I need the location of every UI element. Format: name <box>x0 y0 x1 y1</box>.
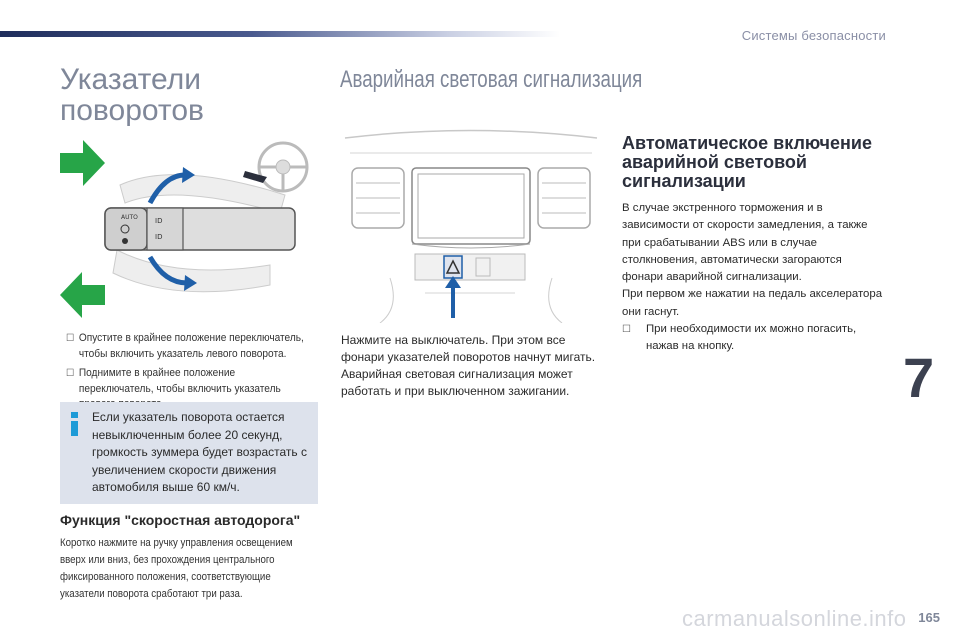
page-title-line2: поворотов <box>60 94 204 127</box>
hazard-lights-para2: Аварийная световая сигнализация может работать и при выключенном зажигании. <box>341 367 573 398</box>
green-arrow-left-icon <box>60 272 105 318</box>
auto-hazard-para2: При первом же нажатии на педаль акселератора они гаснут. <box>622 288 883 318</box>
info-note-text: Если указатель поворота остается невыключенным более 20 секунд, громкость зуммера будет возрастать с увеличением скорости движения автомобиля выше 60 км/ч. <box>92 410 308 494</box>
page-title-line1: Указатели <box>60 63 201 96</box>
hazard-lights-para1: Нажмите на выключатель. При этом все фонари указателей поворотов начнут мигать. <box>341 333 596 364</box>
svg-text:ID: ID <box>155 217 163 225</box>
hazard-lights-text <box>341 332 601 400</box>
info-icon <box>68 412 82 436</box>
auto-hazard-text <box>622 200 884 356</box>
list-item-text: При необходимости их можно погасить, нажав на кнопку. <box>646 323 857 353</box>
svg-text:ID: ID <box>155 233 163 241</box>
watermark: carmanualsonline.info <box>682 606 907 631</box>
hazard-button-icon <box>444 256 462 278</box>
auto-hazard-para1: В случае экстренного торможения и в зависимости от скорости замедления, а также при срабатывании ABS или в случае столкновения, автоматически загораются фонари аварийной сигнализации. <box>622 202 868 284</box>
checkbox-bullet-icon: ☐ <box>66 333 75 344</box>
checkbox-bullet-icon: ☐ <box>66 368 75 379</box>
page-title <box>60 64 290 126</box>
list-item <box>622 321 884 356</box>
green-arrow-right-icon <box>60 140 105 186</box>
svg-text:AUTO: AUTO <box>121 214 138 221</box>
checkbox-bullet-icon: ☐ <box>622 324 631 336</box>
header-bar <box>0 31 560 37</box>
steering-wheel-icon <box>243 143 307 191</box>
section-title: Системы безопасности <box>741 28 886 43</box>
hazard-lights-title: Аварийная световая сигнализация <box>340 66 643 93</box>
auto-hazard-title: Автоматическое включение аварийной световой сигнализации <box>622 133 872 191</box>
dashboard-hazard-button-illustration <box>340 128 602 323</box>
list-item-text: Поднимите в крайнее положение переключатель, чтобы включить указатель <box>78 367 281 395</box>
blue-arrow-up-icon <box>445 276 461 318</box>
list-item-text: Опустите в крайнее положение переключатель, чтобы включить указатель левого поворота. <box>78 332 304 360</box>
highway-function-text: Коротко нажмите на ручку управления освещением вверх или вниз, без прохождения центрального фиксированного положения, соответствующие указатели поворота сработают три раза. <box>60 537 293 600</box>
chapter-number: 7 <box>903 346 935 409</box>
highway-function-title: Функция "скоростная автодорога" <box>60 512 301 528</box>
info-note-box <box>60 402 318 504</box>
list-item <box>66 331 305 362</box>
turn-signal-stalk-illustration <box>55 135 335 325</box>
page-number: 165 <box>918 610 940 625</box>
